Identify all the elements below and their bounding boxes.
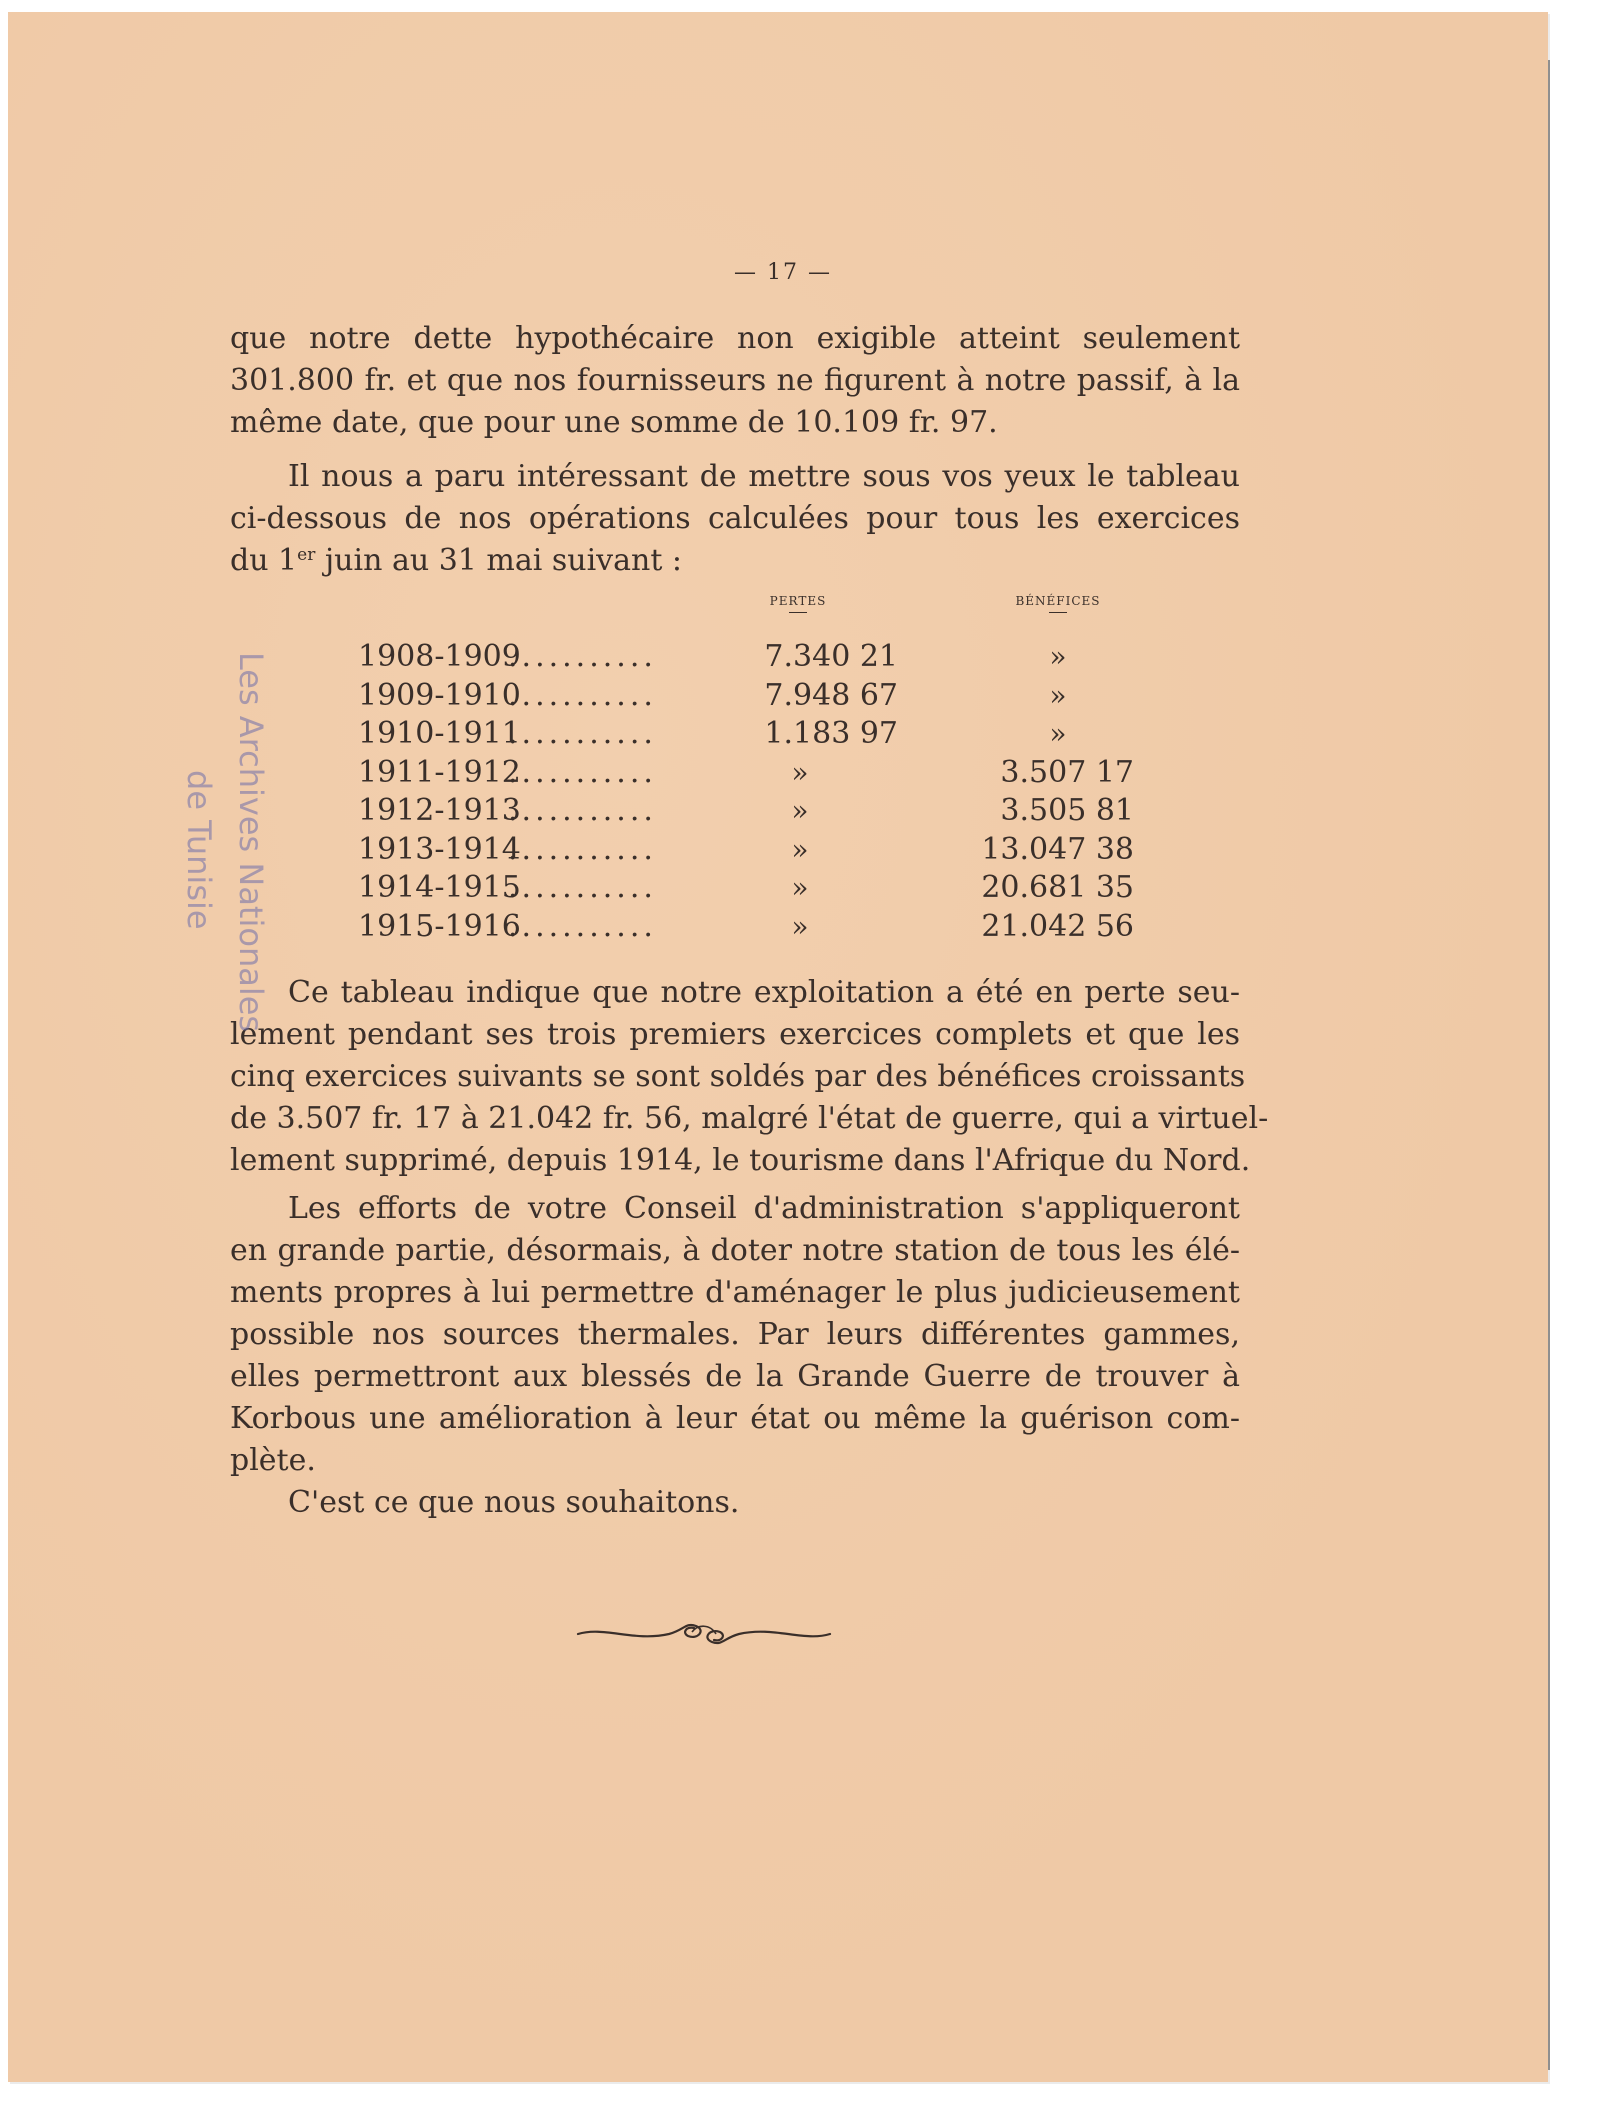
leader-dots: ........... (508, 793, 657, 828)
benefices-cell: 3.507 17 (1000, 754, 1134, 790)
text-line: Ce tableau indique que notre exploitation a été en perte seu- (288, 975, 1240, 1010)
text-fragment: juin au 31 mai suivant : (315, 543, 683, 578)
stamp-text-line: de Tunisie (180, 770, 218, 930)
year-cell: 1911-1912 (358, 754, 521, 790)
pertes-cell: 1.183 97 (764, 716, 898, 751)
text-line (230, 540, 1240, 582)
table-row (358, 792, 1138, 831)
text-line: que notre dette hypothécaire non exigible atteint seulement (230, 321, 1240, 356)
text-line: en grande partie, désormais, à doter notre station de tous les élé- (230, 1233, 1240, 1268)
stamp-text-line: Les Archives Nationales (232, 652, 270, 1033)
paragraph-closing (230, 1482, 1240, 1524)
page-number: — 17 — (734, 260, 832, 285)
benefices-cell: 21.042 56 (981, 908, 1134, 944)
benefices-cell: 13.047 38 (981, 831, 1134, 867)
paragraph-debt (230, 318, 1240, 444)
leader-dots: ........... (508, 677, 657, 713)
document-page (8, 12, 1548, 2082)
table-row (358, 677, 1138, 716)
year-cell: 1913-1914 (358, 831, 521, 867)
table-row (358, 638, 1138, 677)
text-line: plète. (230, 1443, 316, 1478)
text-line: Korbous une amélioration à leur état ou même la guérison com- (230, 1401, 1240, 1436)
year-cell: 1915-1916 (358, 908, 521, 944)
column-header-label: PERTES (769, 594, 827, 608)
text-line: Il nous a paru intéressant de mettre sous vos yeux le tableau (288, 459, 1240, 494)
pertes-cell: 7.340 21 (764, 639, 898, 674)
table-row (358, 754, 1138, 793)
ditto-mark: » (791, 755, 809, 789)
scan-edge (1548, 60, 1550, 2070)
paragraph-table-intro (230, 456, 1240, 582)
year-cell: 1908-1909 (358, 639, 521, 674)
ditto-mark: » (1049, 678, 1067, 712)
leader-dots: ........... (508, 639, 657, 674)
pertes-cell: 7.948 67 (764, 677, 898, 713)
year-cell: 1912-1913 (358, 793, 521, 828)
text-fragment: du 1 (230, 543, 298, 578)
table-row (358, 869, 1138, 908)
results-table (358, 638, 1138, 946)
text-line: même date, que pour une somme de 10.109 fr. 97. (230, 405, 998, 440)
column-header-benefices (988, 594, 1128, 613)
leader-dots: ........... (508, 831, 657, 867)
ditto-mark: » (1049, 640, 1067, 673)
ornament-flourish-icon (574, 1612, 834, 1652)
year-cell: 1909-1910 (358, 677, 521, 713)
text-line: lement pendant ses trois premiers exercices complets et que les (230, 1017, 1240, 1052)
header-dash (1049, 612, 1067, 613)
text-line: elles permettront aux blessés de la Grande Guerre de trouver à (230, 1359, 1240, 1394)
table-row (358, 715, 1138, 754)
text-line: cinq exercices suivants se sont soldés par des bénéfices croissants (230, 1059, 1246, 1094)
text-line: C'est ce que nous souhaitons. (288, 1485, 740, 1520)
ordinal-superscript: er (297, 545, 316, 565)
leader-dots: ........... (508, 716, 657, 751)
paragraph-board-efforts (230, 1188, 1240, 1482)
column-header-pertes (728, 594, 868, 613)
text-line: possible nos sources thermales. Par leurs différentes gammes, (230, 1317, 1240, 1352)
year-cell: 1910-1911 (358, 716, 521, 751)
table-row (358, 908, 1138, 947)
leader-dots: ........... (508, 754, 657, 790)
paragraph-table-analysis (230, 972, 1269, 1182)
ditto-mark: » (791, 871, 809, 904)
text-line: lement supprimé, depuis 1914, le tourisme dans l'Afrique du Nord. (230, 1143, 1251, 1178)
table-row (358, 831, 1138, 870)
archive-stamp (108, 652, 270, 1112)
ditto-mark: » (791, 794, 809, 827)
leader-dots: ........... (508, 870, 657, 905)
text-line: de 3.507 fr. 17 à 21.042 fr. 56, malgré l'état de guerre, qui a virtuel- (230, 1101, 1269, 1136)
text-line: Les efforts de votre Conseil d'administration s'appliqueront (288, 1191, 1240, 1226)
text-line: ments propres à lui permettre d'aménager le plus judicieusement (230, 1275, 1240, 1310)
ditto-mark: » (791, 909, 809, 943)
year-cell: 1914-1915 (358, 870, 521, 905)
header-dash (789, 612, 807, 613)
text-line: 301.800 fr. et que nos fournisseurs ne figurent à notre passif, à la (230, 363, 1240, 398)
benefices-cell: 20.681 35 (981, 870, 1134, 905)
text-line: ci-dessous de nos opérations calculées pour tous les exercices (230, 501, 1240, 536)
ditto-mark: » (791, 832, 809, 866)
ditto-mark: » (1049, 717, 1067, 750)
benefices-cell: 3.505 81 (1000, 793, 1134, 828)
leader-dots: ........... (508, 908, 657, 944)
column-header-label: BÉNÉFICES (1015, 594, 1101, 608)
